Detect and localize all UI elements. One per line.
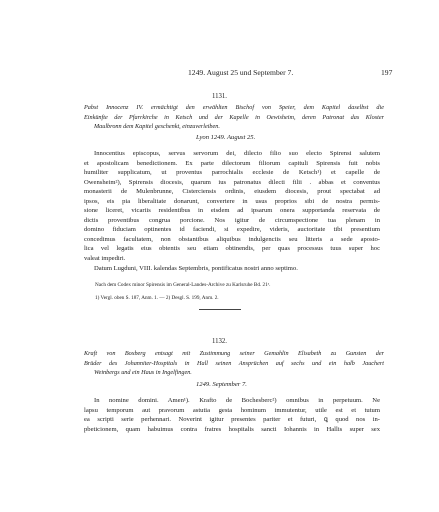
text-line: domino fiduciam optinentes id faciendi, si expedire, videris, auctoritate tibi presentium bbox=[84, 226, 380, 234]
document-number-1132: 1132. bbox=[211, 338, 228, 345]
text-line: In nomine domini. Amen¹). Krafto de Bochesberc²) omnibus in perpetuum. Ne bbox=[94, 397, 380, 404]
text-line: lapsu temporum aut pravorum astutia gesta hominum immutentur, utile est et tutum bbox=[84, 406, 380, 414]
text-line: valeat impediri. bbox=[84, 255, 126, 263]
source-note-1131: Nach dem Codex minor Spirensis im General-Landes-Archive zu Karlsruhe Bd. 21ᵃ. bbox=[95, 282, 271, 288]
text-line: humiliter supplicatum, ut proventus parrochialis ecclesie de Ketsch¹) et capelle de bbox=[84, 169, 380, 177]
date-1132: 1249. September 7. bbox=[196, 381, 247, 388]
text-1132 bbox=[84, 396, 380, 434]
text-line: ipsos, eis pia liberalitate donarunt, convertere in usus proprios sibi de nostra permis- bbox=[84, 197, 380, 205]
document-number-1131: 1131. bbox=[211, 93, 228, 100]
text-line: pbeticionem, quam habuimus contra fratres hospitalis sancti Iohannis in Hallis super sex bbox=[84, 425, 380, 433]
summary-line: Kraft von Boxberg entsagt mit Zustimmung seiner Gemahlin Elisabeth zu Gunsten der bbox=[84, 350, 384, 357]
page-number: 197 bbox=[381, 68, 393, 77]
footnotes-1131: 1) Vergl. oben S. 187, Anm. 1. — 2) Desgl. S. 199, Anm. 2. bbox=[95, 295, 219, 301]
text-1131 bbox=[84, 149, 380, 273]
text-line: concedimus facultatem, non obstantibus aliquibus indulgenciis seu litteris a sede aposto- bbox=[84, 235, 380, 243]
summary-line: Maulbronn dem Kapitel geschenkt, einzuverleiben. bbox=[94, 123, 220, 131]
section-divider bbox=[199, 309, 241, 310]
summary-1131 bbox=[84, 103, 384, 132]
closing-line: Datum Lugduni, VIII. kalendas Septembris, pontificatus nostri anno septimo. bbox=[94, 264, 298, 272]
summary-line: Weinbergs und ein Haus in Ingelfingen. bbox=[94, 369, 192, 377]
running-header-date: 1249. August 25 und September 7. bbox=[188, 68, 294, 77]
text-line: Innocentius episcopus, servus servorum dei, dilecto filio suo electo Spirensi salutem bbox=[94, 150, 380, 157]
text-line: ea scripti serie perhennari. Noverint igitur presentes pariter et futuri, ꝗ quod nos in- bbox=[84, 416, 380, 424]
text-line: et apostolicam benedictionem. Ex parte dilectorum filiorum capituli Spirensis fuit nobis bbox=[84, 159, 380, 167]
summary-1132 bbox=[84, 349, 384, 378]
text-line: dictis proventibus congrua porcione. Nos igitur de circumspectione tua plenam in bbox=[84, 216, 380, 224]
summary-line: Pabst Innocenz IV. ermächtigt den erwählten Bischof von Speier, dem Kapitel daselbst die bbox=[84, 104, 384, 111]
summary-line: Einkünfte der Pfarrkirche in Ketsch und der Kapelle in Oewisheim, deren Patronat das Kloster bbox=[84, 113, 384, 121]
text-line: lica vel legatis eius obtentis seu etiam obtinendis, per quas processus tuus super hoc bbox=[84, 245, 380, 253]
summary-line: Brüder des Johanniter-Hospitals in Hall seinen Ansprüchen auf sechs und ein halb Jauchert bbox=[84, 359, 384, 367]
text-line: sione liceret, vicariis residentibus in eisdem ad ipsarum onera supportanda reservata de bbox=[84, 207, 380, 215]
place-date-1131: Lyon 1249. August 25. bbox=[196, 134, 256, 141]
text-line: monasterii de Mulenbrunne, Cisterciensis ordinis, eiusdem diocesis, prout spectabat ad bbox=[84, 188, 380, 196]
text-line: Owensheim²), Spirensis diocesis, quarum ius patronatus dilecti filii . abbas et conventus bbox=[84, 178, 380, 186]
